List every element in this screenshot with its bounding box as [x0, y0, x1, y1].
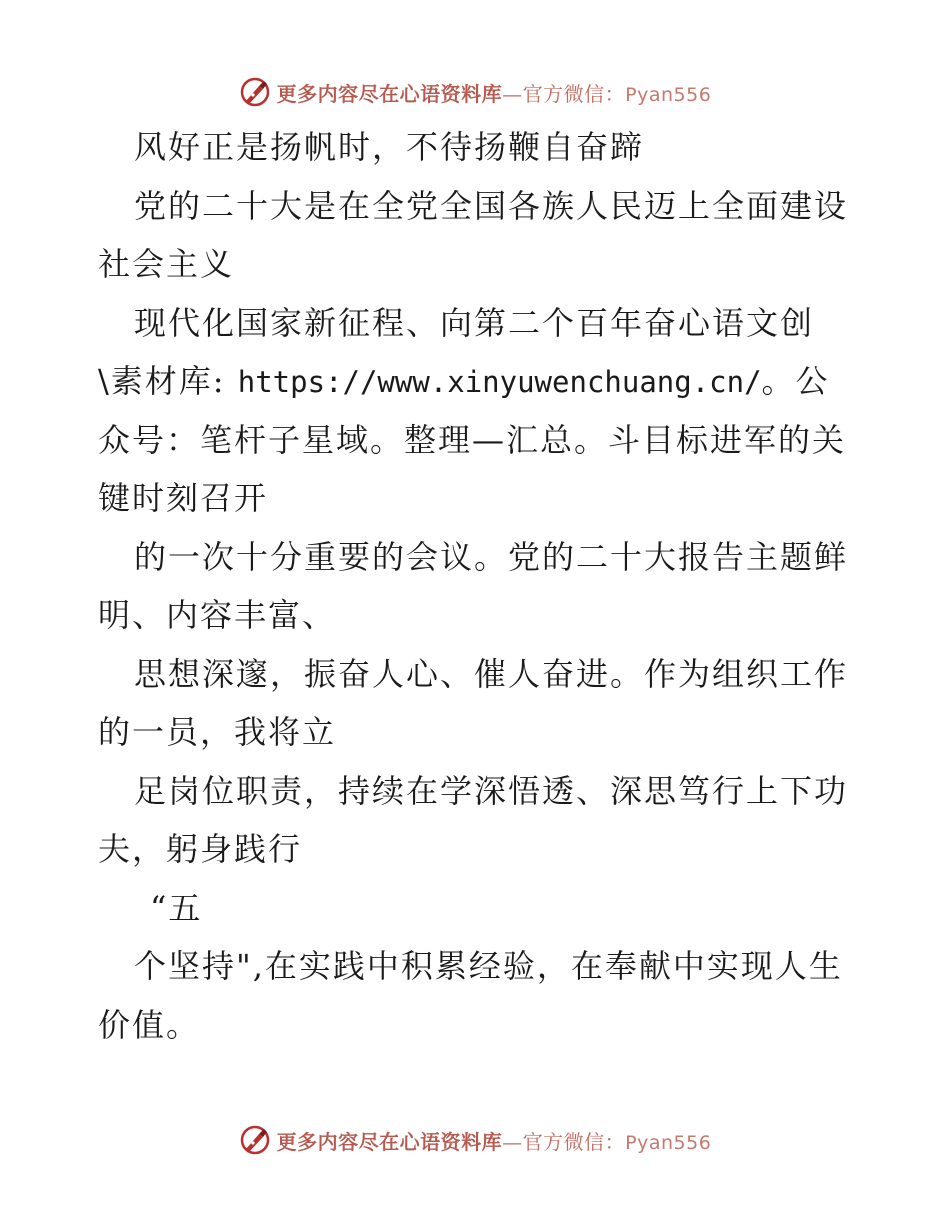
document-line: 思想深邃，振奋人心、催人奋进。作为组织工作: [134, 654, 849, 693]
document-line: 的一员，我将立: [98, 713, 337, 751]
document-line: 风好正是扬帆时，不待扬鞭自奋蹄: [134, 128, 645, 166]
footer-banner-text: [277, 1126, 712, 1155]
header-dash: —: [502, 81, 523, 106]
header-brand-text: 更多内容尽在心语资料库: [276, 81, 503, 106]
document-line: 价值。: [98, 1005, 201, 1044]
header-banner: [0, 72, 950, 112]
document-line: 键时刻召开: [98, 479, 269, 517]
document-line: 党的二十大是在全党全国各族人民迈上全面建设: [134, 186, 849, 225]
document-line-with-url: [98, 352, 858, 411]
document-line: 众号：笔杆子星域。整理—汇总。斗目标进军的关: [98, 420, 847, 459]
document-line: 社会主义: [98, 245, 235, 283]
document-line: 明、内容丰富、: [98, 596, 337, 634]
document-line: 夫，躬身践行: [98, 830, 303, 868]
url-text: https://www.xinyuwenchuang.cn/: [237, 365, 762, 399]
header-wechat-id: Pyan556: [625, 83, 712, 106]
brand-logo-icon: [239, 76, 271, 108]
document-line: 个坚持",在实践中积累经验，在奉献中实现人生: [134, 947, 843, 985]
header-banner-text: [277, 78, 712, 107]
footer-brand-text: 更多内容尽在心语资料库: [276, 1129, 503, 1154]
url-suffix: 。公: [761, 362, 830, 400]
document-body: [98, 118, 858, 1054]
document-line: 足岗位职责，持续在学深悟透、深思笃行上下功: [134, 771, 849, 810]
document-line: 现代化国家新征程、向第二个百年奋心语文创: [134, 303, 815, 342]
footer-dash: —: [502, 1129, 523, 1154]
url-prefix: \素材库:: [98, 362, 226, 400]
footer-wechat-id: Pyan556: [625, 1131, 712, 1154]
brand-logo-icon: [239, 1124, 271, 1156]
document-line: 的一次十分重要的会议。党的二十大报告主题鲜: [134, 537, 849, 576]
footer-wechat-label: 官方微信：: [522, 1129, 626, 1154]
header-wechat-label: 官方微信：: [522, 81, 626, 106]
document-line: “五: [150, 888, 203, 927]
footer-banner: [0, 1120, 950, 1160]
